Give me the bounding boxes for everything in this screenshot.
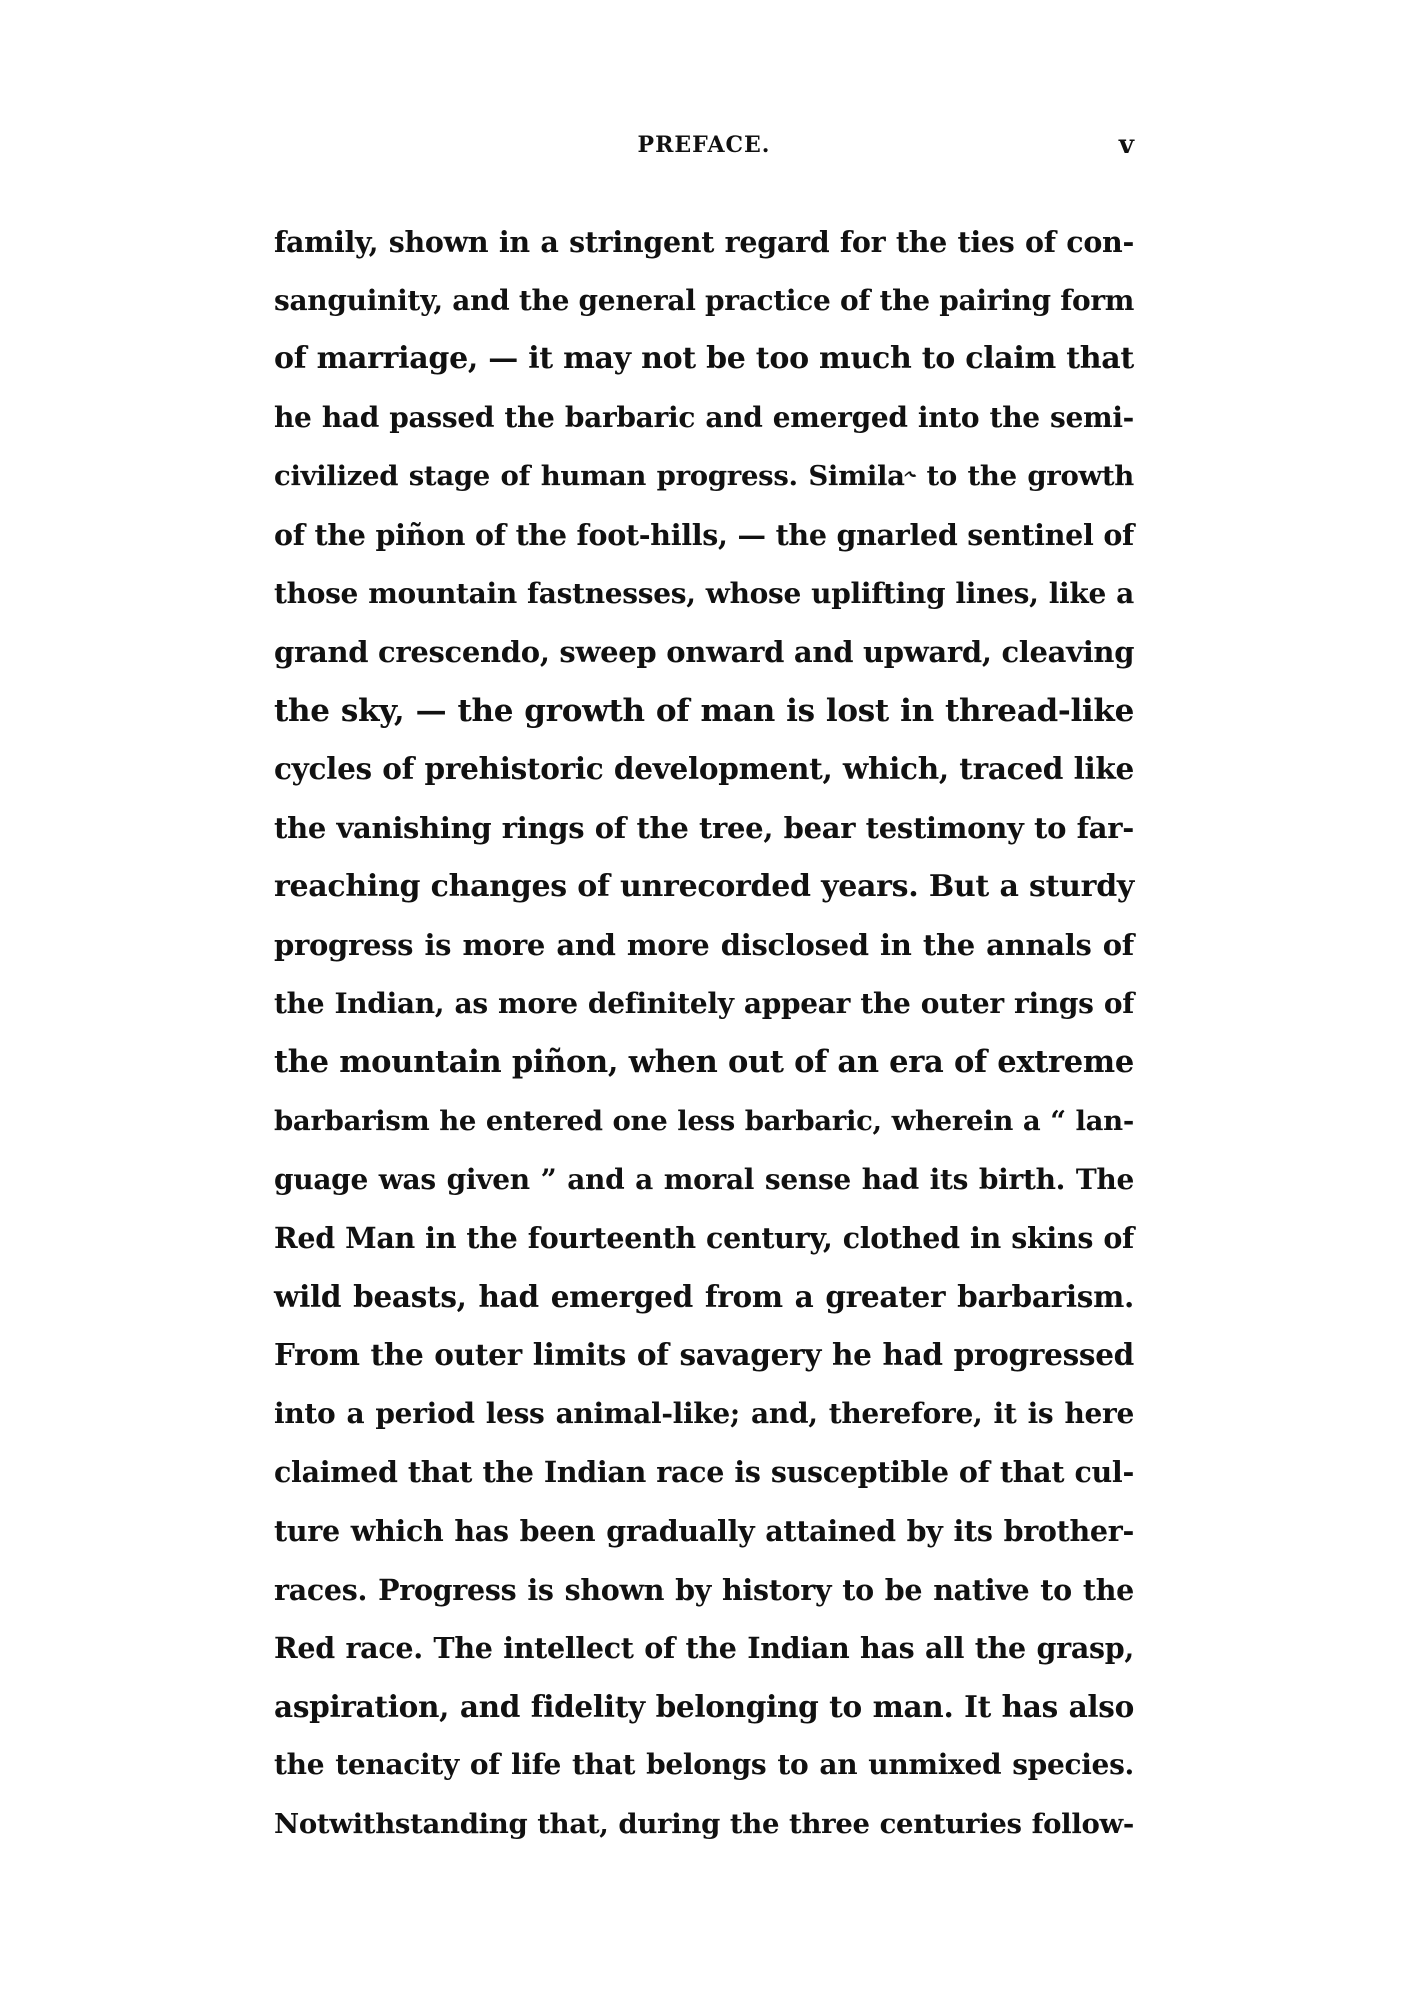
text-line: ture which has been gradually attained by its brother- xyxy=(274,1514,1134,1549)
text-line: barbarism he entered one less barbaric, wherein a “ lan- xyxy=(274,1104,1134,1137)
text-line: Notwithstanding that, during the three centuries follow- xyxy=(274,1808,1134,1841)
text-line: the mountain piñon, when out of an era of extreme xyxy=(274,1044,1134,1081)
text-line: guage was given ” and a moral sense had its birth. The xyxy=(274,1162,1134,1196)
text-line: grand crescendo, sweep onward and upward, cleaving xyxy=(274,635,1135,670)
text-line: From the outer limits of savagery he had progressed xyxy=(274,1337,1134,1373)
text-line: reaching changes of unrecorded years. But a sturdy xyxy=(274,868,1134,904)
running-title: PREFACE. xyxy=(637,132,771,158)
page-number: v xyxy=(1118,130,1134,160)
text-line: of the piñon of the foot-hills, — the gnarled sentinel of xyxy=(274,517,1134,552)
text-line: sanguinity, and the general practice of the pairing form xyxy=(274,283,1135,317)
text-line: the sky, — the growth of man is lost in thread-like xyxy=(274,692,1134,729)
body-text xyxy=(274,213,1134,1854)
text-line: the vanishing rings of the tree, bear testimony to far- xyxy=(274,810,1134,845)
text-line: those mountain fastnesses, whose uplifting lines, like a xyxy=(274,576,1134,610)
text-line: claimed that the Indian race is susceptible of that cul- xyxy=(274,1455,1134,1490)
text-line: into a period less animal-like; and, therefore, it is here xyxy=(274,1396,1134,1430)
text-line: Red Man in the fourteenth century, clothed in skins of xyxy=(274,1221,1134,1256)
text-line: the tenacity of life that belongs to an unmixed species. xyxy=(274,1748,1134,1782)
text-line: progress is more and more disclosed in the annals of xyxy=(274,928,1134,963)
text-line: aspiration, and fidelity belonging to man. It has also xyxy=(274,1688,1134,1724)
text-line: family, shown in a stringent regard for the ties of con- xyxy=(274,225,1134,259)
text-line: he had passed the barbaric and emerged into the semi- xyxy=(274,400,1134,434)
text-line: civilized stage of human progress. Simila˞ to the growth xyxy=(274,460,1134,493)
text-line: the Indian, as more definitely appear the outer rings of xyxy=(274,986,1134,1020)
text-line: cycles of prehistoric development, which, traced like xyxy=(274,751,1134,787)
text-line: wild beasts, had emerged from a greater barbarism. xyxy=(274,1278,1134,1314)
text-line: Red race. The intellect of the Indian has all the grasp, xyxy=(274,1631,1134,1666)
text-line: of marriage, — it may not be too much to claim that xyxy=(274,341,1134,377)
running-head xyxy=(274,132,1134,172)
text-line: races. Progress is shown by history to be native to the xyxy=(274,1572,1134,1607)
